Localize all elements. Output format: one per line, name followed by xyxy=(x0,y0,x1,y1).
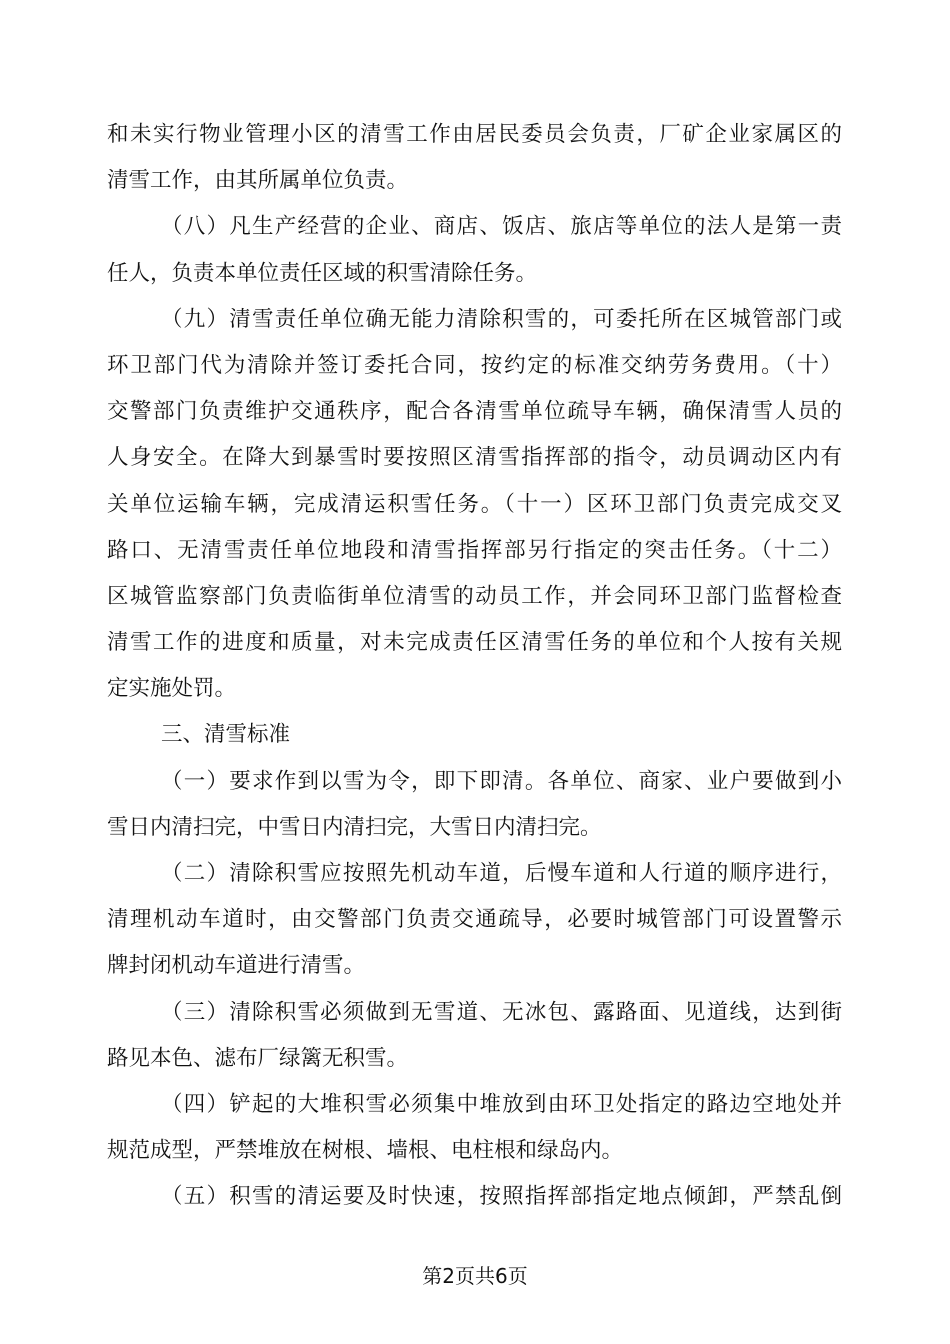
text-line: 路口、无清雪责任单位地段和清雪指挥部另行指定的突击任务。（十二） xyxy=(107,537,842,563)
section-heading: 三、清雪标准 xyxy=(161,722,291,748)
text-line: 任人，负责本单位责任区域的积雪清除任务。 xyxy=(107,260,538,286)
text-line: 雪日内清扫完，中雪日内清扫完，大雪日内清扫完。 xyxy=(107,814,602,840)
text-line: 人身安全。在降大到暴雪时要按照区清雪指挥部的指令，动员调动区内有 xyxy=(107,445,842,471)
text-line: 交警部门负责维护交通秩序，配合各清雪单位疏导车辆，确保清雪人员的 xyxy=(107,399,842,425)
text-line: （五）积雪的清运要及时快速，按照指挥部指定地点倾卸，严禁乱倒 xyxy=(161,1184,842,1210)
text-line: 关单位运输车辆，完成清运积雪任务。（十一）区环卫部门负责完成交叉 xyxy=(107,491,842,517)
text-line: （九）清雪责任单位确无能力清除积雪的，可委托所在区城管部门或 xyxy=(161,306,842,332)
text-line: 清雪工作的进度和质量，对未完成责任区清雪任务的单位和个人按有关规 xyxy=(107,630,842,656)
document-body xyxy=(107,112,842,1221)
text-line: （一）要求作到以雪为令，即下即清。各单位、商家、业户要做到小 xyxy=(161,768,842,794)
text-line: 环卫部门代为清除并签订委托合同，按约定的标准交纳劳务费用。（十） xyxy=(107,352,842,378)
text-line: 牌封闭机动车道进行清雪。 xyxy=(107,953,366,979)
text-line: （四）铲起的大堆积雪必须集中堆放到由环卫处指定的路边空地处并 xyxy=(161,1091,842,1117)
text-line: （三）清除积雪必须做到无雪道、无冰包、露路面、见道线，达到街 xyxy=(161,999,842,1025)
text-line: （八）凡生产经营的企业、商店、饭店、旅店等单位的法人是第一责 xyxy=(161,214,842,240)
text-line: （二）清除积雪应按照先机动车道，后慢车道和人行道的顺序进行， xyxy=(161,861,842,886)
text-line: 定实施处罚。 xyxy=(107,676,237,702)
text-line: 区城管监察部门负责临街单位清雪的动员工作，并会同环卫部门监督检查 xyxy=(107,583,842,609)
text-line: 和未实行物业管理小区的清雪工作由居民委员会负责，厂矿企业家属区的 xyxy=(107,122,842,147)
text-line: 清雪工作，由其所属单位负责。 xyxy=(107,168,409,194)
page-number: 第2页共6页 xyxy=(422,1264,528,1288)
text-line: 清理机动车道时，由交警部门负责交通疏导，必要时城管部门可设置警示 xyxy=(107,907,842,933)
text-line: 路见本色、滤布厂绿篱无积雪。 xyxy=(107,1045,409,1071)
text-line: 规范成型，严禁堆放在树根、墙根、电柱根和绿岛内。 xyxy=(107,1138,624,1164)
